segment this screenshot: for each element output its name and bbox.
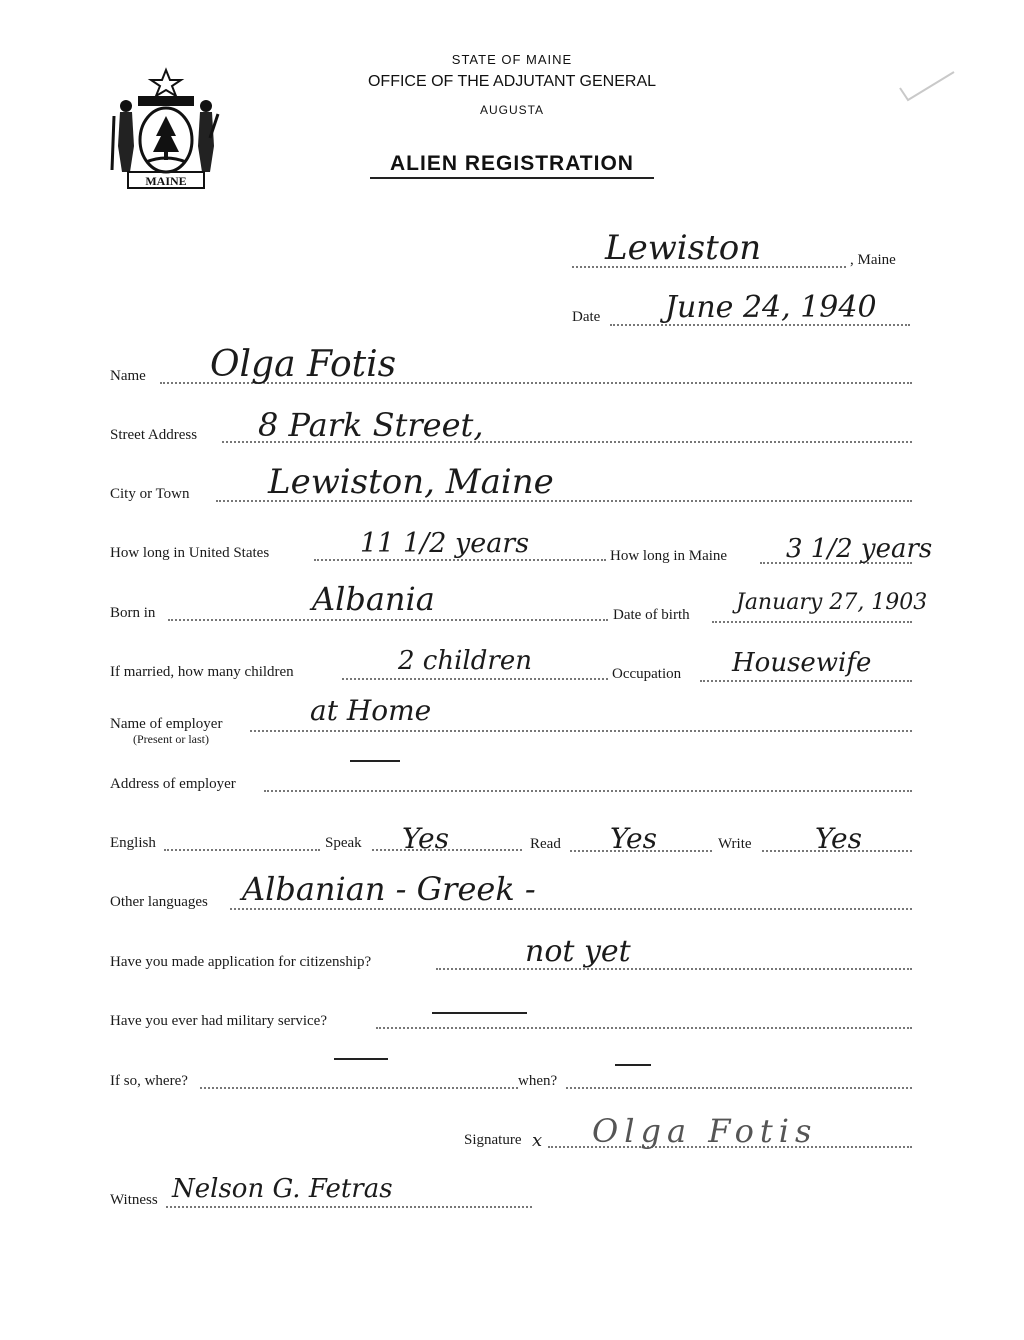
form-title: ALIEN REGISTRATION: [390, 152, 634, 175]
speak-value: Yes: [402, 822, 449, 855]
where-dash: [334, 1058, 388, 1060]
when-line: [566, 1087, 912, 1089]
children-value: 2 children: [398, 646, 532, 676]
other-languages-label: Other languages: [110, 894, 208, 910]
us-years-label: How long in United States: [110, 545, 270, 561]
employer-label: Name of employer: [110, 716, 223, 732]
date-value: June 24, 1940: [665, 290, 877, 325]
signature-label: Signature: [464, 1132, 522, 1148]
military-dash: [432, 1012, 527, 1014]
seal-banner-text: MAINE: [145, 174, 187, 188]
occupation-line: [700, 680, 912, 682]
street-label: Street Address: [110, 427, 198, 443]
signature-mark: x: [532, 1130, 543, 1151]
maine-years-value: 3 1/2 years: [786, 534, 933, 564]
maine-years-label: How long in Maine: [610, 548, 728, 564]
dob-label: Date of birth: [613, 607, 690, 623]
citizenship-line: [436, 968, 912, 970]
where-line: [200, 1087, 518, 1089]
employer-address-line: [264, 790, 912, 792]
us-years-value: 11 1/2 years: [360, 528, 530, 559]
speak-label: Speak: [325, 835, 362, 851]
read-value: Yes: [610, 822, 657, 855]
military-line: [376, 1027, 912, 1029]
witness-label: Witness: [110, 1192, 158, 1208]
maine-state-seal: [110, 66, 222, 194]
citizenship-label: Have you made application for citizenship?: [110, 954, 372, 970]
place-value: Lewiston: [605, 228, 762, 268]
check-mark-icon: [898, 70, 958, 104]
write-label: Write: [718, 836, 752, 852]
when-dash: [615, 1064, 651, 1066]
english-label: English: [110, 835, 156, 851]
occupation-label: Occupation: [612, 666, 682, 682]
children-label: If married, how many children: [110, 664, 294, 680]
military-label: Have you ever had military service?: [110, 1013, 327, 1029]
city-value: Lewiston, Maine: [268, 462, 554, 502]
english-line: [164, 849, 320, 851]
header-state: STATE OF MAINE: [451, 52, 573, 67]
employer-sublabel: (Present or last): [133, 732, 209, 746]
name-label: Name: [110, 368, 146, 384]
header-city: AUGUSTA: [479, 103, 545, 117]
witness-value: Nelson G. Fetras: [172, 1174, 393, 1204]
dob-line: [712, 621, 912, 623]
name-value: Olga Fotis: [210, 344, 397, 385]
children-line: [342, 678, 608, 680]
born-in-value: Albania: [312, 580, 435, 618]
when-label: when?: [518, 1073, 558, 1089]
employer-value: at Home: [310, 694, 432, 727]
place-suffix: , Maine: [850, 252, 896, 268]
where-label: If so, where?: [110, 1073, 188, 1089]
born-in-line: [168, 619, 608, 621]
occupation-value: Housewife: [732, 648, 872, 678]
street-value: 8 Park Street,: [258, 406, 484, 444]
employer-address-label: Address of employer: [110, 776, 236, 792]
write-value: Yes: [815, 822, 862, 855]
date-label: Date: [572, 309, 601, 325]
born-in-label: Born in: [110, 605, 156, 621]
citizenship-value: not yet: [525, 934, 631, 969]
header-office: OFFICE OF THE ADJUTANT GENERAL: [367, 73, 657, 90]
employer-address-dash: [350, 760, 400, 762]
other-languages-value: Albanian - Greek -: [242, 870, 536, 908]
us-years-line: [314, 559, 606, 561]
witness-line: [166, 1206, 532, 1208]
city-label: City or Town: [110, 486, 190, 502]
signature-value: Olga Fotis: [592, 1112, 818, 1150]
other-languages-line: [230, 908, 912, 910]
employer-line: [250, 730, 912, 732]
dob-value: January 27, 1903: [736, 590, 928, 615]
read-label: Read: [530, 836, 561, 852]
form-title-underline: [370, 177, 654, 179]
